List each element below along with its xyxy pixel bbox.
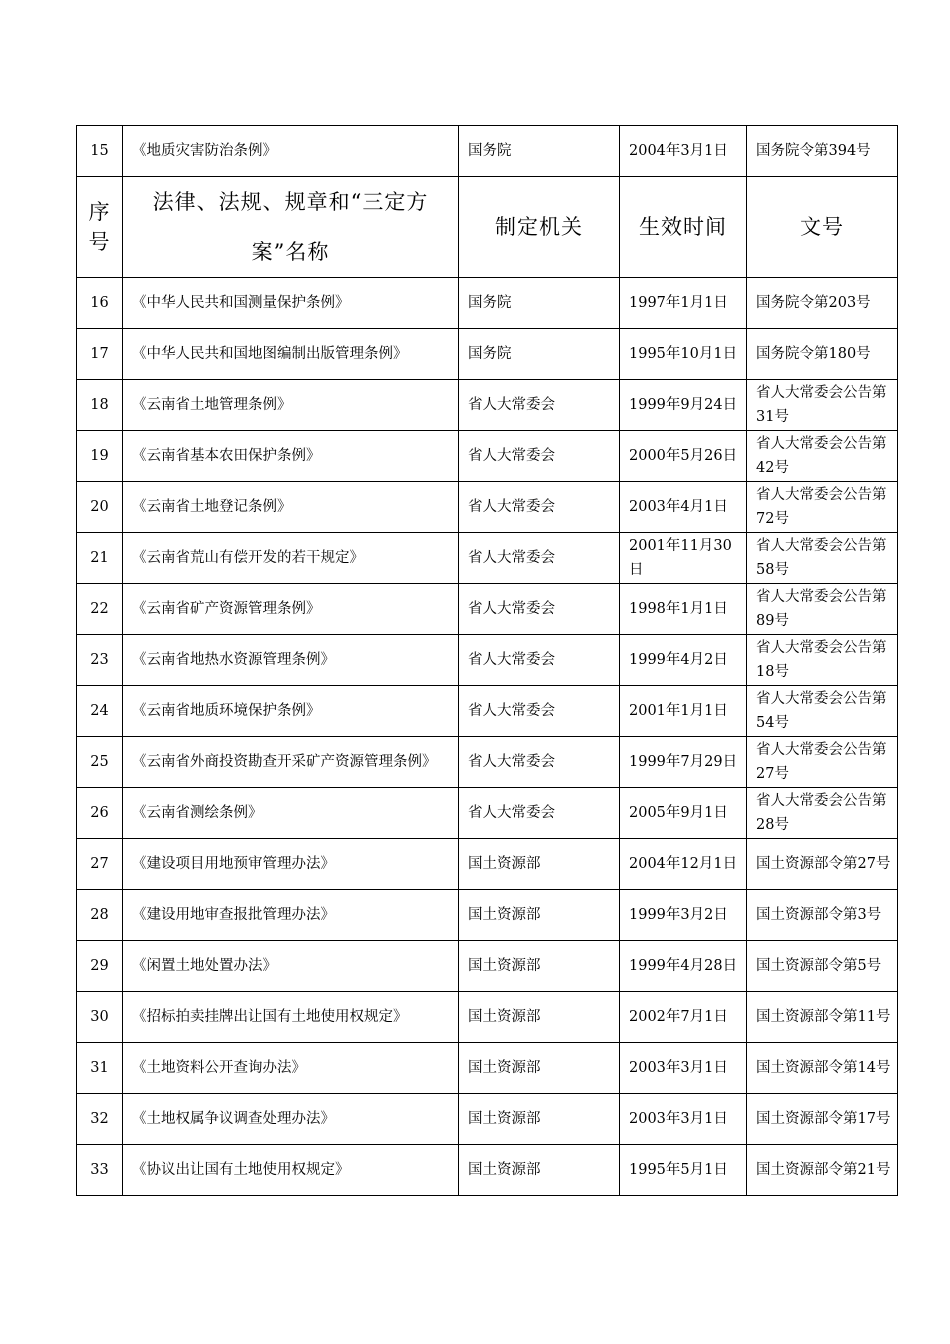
document-number-cell: 国土资源部令第3号 [747,890,898,941]
table-row [77,788,898,839]
header-document-number: 文号 [747,177,898,278]
authority-cell: 省人大常委会 [459,788,620,839]
document-number-cell: 国土资源部令第14号 [747,1043,898,1094]
effective-date-cell: 1998年1月1日 [620,584,747,635]
serial-number-cell: 30 [77,992,123,1043]
effective-date-cell: 2000年5月26日 [620,431,747,482]
table-row [77,839,898,890]
serial-number-cell: 17 [77,329,123,380]
effective-date-cell: 1999年7月29日 [620,737,747,788]
effective-date-cell: 2003年3月1日 [620,1043,747,1094]
document-number-cell: 国务院令第394号 [747,126,898,177]
regulation-name-cell: 《云南省地质环境保护条例》 [123,686,459,737]
table-row [77,584,898,635]
regulation-name-cell: 《中华人民共和国地图编制出版管理条例》 [123,329,459,380]
table-row [77,941,898,992]
table-row [77,431,898,482]
serial-number-cell: 21 [77,533,123,584]
regulation-name-cell: 《建设项目用地预审管理办法》 [123,839,459,890]
effective-date-cell: 1995年10月1日 [620,329,747,380]
header-effective-date: 生效时间 [620,177,747,278]
document-number-cell: 国土资源部令第5号 [747,941,898,992]
document-number-cell: 国土资源部令第11号 [747,992,898,1043]
document-number-cell: 国务院令第203号 [747,278,898,329]
document-number-cell: 省人大常委会公告第42号 [747,431,898,482]
serial-number-cell: 22 [77,584,123,635]
regulation-name-cell: 《协议出让国有土地使用权规定》 [123,1145,459,1196]
table-row [77,1145,898,1196]
effective-date-cell: 2005年9月1日 [620,788,747,839]
regulation-name-cell: 《中华人民共和国测量保护条例》 [123,278,459,329]
serial-number-cell: 27 [77,839,123,890]
header-name [123,177,459,278]
authority-cell: 国务院 [459,126,620,177]
regulations-table-body [77,126,898,1196]
document-number-cell: 省人大常委会公告第89号 [747,584,898,635]
serial-number-cell: 15 [77,126,123,177]
table-row [77,1094,898,1145]
table-row [77,126,898,177]
effective-date-cell: 2003年3月1日 [620,1094,747,1145]
authority-cell: 国土资源部 [459,839,620,890]
serial-number-cell: 31 [77,1043,123,1094]
document-number-cell: 省人大常委会公告第72号 [747,482,898,533]
header-serial-number-line2: 号 [88,230,111,254]
serial-number-cell: 25 [77,737,123,788]
regulation-name-cell: 《云南省土地登记条例》 [123,482,459,533]
document-number-cell: 省人大常委会公告第58号 [747,533,898,584]
table-row [77,635,898,686]
serial-number-cell: 33 [77,1145,123,1196]
authority-cell: 国土资源部 [459,992,620,1043]
serial-number-cell: 26 [77,788,123,839]
serial-number-cell: 32 [77,1094,123,1145]
authority-cell: 省人大常委会 [459,533,620,584]
effective-date-cell: 1999年4月28日 [620,941,747,992]
effective-date-cell: 1997年1月1日 [620,278,747,329]
serial-number-cell: 16 [77,278,123,329]
regulation-name-cell: 《云南省外商投资勘查开采矿产资源管理条例》 [123,737,459,788]
serial-number-cell: 24 [77,686,123,737]
authority-cell: 国务院 [459,278,620,329]
serial-number-cell: 19 [77,431,123,482]
document-number-cell: 省人大常委会公告第18号 [747,635,898,686]
table-row [77,686,898,737]
serial-number-cell: 28 [77,890,123,941]
regulation-name-cell: 《闲置土地处置办法》 [123,941,459,992]
authority-cell: 国土资源部 [459,890,620,941]
table-row [77,890,898,941]
authority-cell: 国土资源部 [459,1043,620,1094]
regulation-name-cell: 《土地资料公开查询办法》 [123,1043,459,1094]
document-number-cell: 国务院令第180号 [747,329,898,380]
regulation-name-cell: 《地质灾害防治条例》 [123,126,459,177]
regulation-name-cell: 《云南省基本农田保护条例》 [123,431,459,482]
effective-date-cell: 1999年4月2日 [620,635,747,686]
header-name-text: 法律、法规、规章和“三定方案”名称 [152,190,429,264]
header-serial-number [77,177,123,278]
effective-date-cell: 2001年1月1日 [620,686,747,737]
table-row [77,533,898,584]
header-serial-number-line1: 序 [88,200,111,224]
authority-cell: 省人大常委会 [459,584,620,635]
authority-cell: 省人大常委会 [459,635,620,686]
document-number-cell: 省人大常委会公告第54号 [747,686,898,737]
effective-date-cell: 1999年3月2日 [620,890,747,941]
table-row [77,380,898,431]
table-row [77,1043,898,1094]
authority-cell: 省人大常委会 [459,686,620,737]
table-header-row [77,177,898,278]
authority-cell: 省人大常委会 [459,737,620,788]
regulation-name-cell: 《建设用地审查报批管理办法》 [123,890,459,941]
document-number-cell: 国土资源部令第21号 [747,1145,898,1196]
document-number-cell: 省人大常委会公告第31号 [747,380,898,431]
table-row [77,482,898,533]
serial-number-cell: 23 [77,635,123,686]
effective-date-cell: 2004年3月1日 [620,126,747,177]
document-number-cell: 国土资源部令第17号 [747,1094,898,1145]
table-row [77,278,898,329]
serial-number-cell: 29 [77,941,123,992]
document-number-cell: 国土资源部令第27号 [747,839,898,890]
regulation-name-cell: 《云南省土地管理条例》 [123,380,459,431]
table-row [77,329,898,380]
authority-cell: 国务院 [459,329,620,380]
regulation-name-cell: 《云南省测绘条例》 [123,788,459,839]
document-number-cell: 省人大常委会公告第28号 [747,788,898,839]
regulation-name-cell: 《云南省荒山有偿开发的若干规定》 [123,533,459,584]
authority-cell: 国土资源部 [459,1145,620,1196]
effective-date-cell: 2002年7月1日 [620,992,747,1043]
regulation-name-cell: 《云南省地热水资源管理条例》 [123,635,459,686]
table-row [77,737,898,788]
regulations-table [76,125,898,1196]
authority-cell: 国土资源部 [459,1094,620,1145]
table-row [77,992,898,1043]
serial-number-cell: 18 [77,380,123,431]
effective-date-cell: 1999年9月24日 [620,380,747,431]
authority-cell: 国土资源部 [459,941,620,992]
authority-cell: 省人大常委会 [459,431,620,482]
effective-date-cell: 2004年12月1日 [620,839,747,890]
authority-cell: 省人大常委会 [459,482,620,533]
serial-number-cell: 20 [77,482,123,533]
effective-date-cell: 2001年11月30日 [620,533,747,584]
document-number-cell: 省人大常委会公告第27号 [747,737,898,788]
header-authority: 制定机关 [459,177,620,278]
regulation-name-cell: 《招标拍卖挂牌出让国有土地使用权规定》 [123,992,459,1043]
effective-date-cell: 1995年5月1日 [620,1145,747,1196]
regulation-name-cell: 《土地权属争议调查处理办法》 [123,1094,459,1145]
effective-date-cell: 2003年4月1日 [620,482,747,533]
regulation-name-cell: 《云南省矿产资源管理条例》 [123,584,459,635]
authority-cell: 省人大常委会 [459,380,620,431]
